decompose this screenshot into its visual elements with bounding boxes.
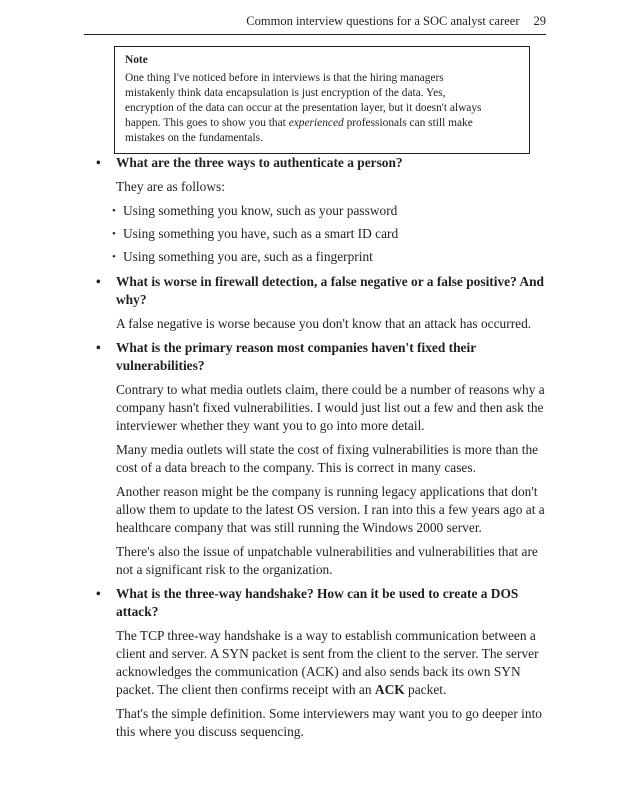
question-authenticate bbox=[96, 154, 556, 172]
note-line: encryption of the data can occur at the presentation layer, but it doesn't always bbox=[125, 102, 482, 114]
bullet-icon: • bbox=[96, 586, 101, 601]
bullet-icon: • bbox=[112, 205, 116, 217]
note-line: One thing I've noticed before in interviews is that the hiring managers bbox=[125, 72, 444, 84]
bullet-icon: • bbox=[96, 274, 101, 289]
note-line bbox=[125, 116, 519, 131]
note-title: Note bbox=[125, 54, 148, 66]
answer-text: The TCP three-way handshake is a way to establish communication between a client and server. A SYN packet is sent from the client to the server. The server acknowledges the communication (ACK) and also sends back its own SYN packet. The client then confirms receipt with an bbox=[116, 628, 539, 697]
question-text: What is worse in firewall detection, a false negative or a false positive? And why? bbox=[116, 274, 544, 307]
note-line: mistakes on the fundamentals. bbox=[125, 132, 263, 144]
answer-paragraph: They are as follows: bbox=[116, 179, 225, 194]
bullet-icon: • bbox=[112, 228, 116, 240]
note-line: mistakenly think data encapsulation is just encryption of the data. Yes, bbox=[125, 87, 446, 99]
question-handshake bbox=[96, 585, 556, 621]
list-item-text: Using something you are, such as a fingerprint bbox=[123, 249, 373, 264]
bullet-icon: • bbox=[112, 251, 116, 263]
running-title: Common interview questions for a SOC analyst career bbox=[246, 14, 520, 28]
answer-text: packet. bbox=[404, 682, 447, 697]
answer-paragraph bbox=[96, 627, 556, 699]
answer-paragraph: Many media outlets will state the cost of fixing vulnerabilities is more than the cost of a data breach to the company. This is correct in many cases. bbox=[116, 442, 539, 475]
question-vulnerabilities bbox=[96, 339, 556, 375]
answer-paragraph: There's also the issue of unpatchable vulnerabilities and vulnerabilities that are not a significant risk to the organization. bbox=[116, 544, 538, 577]
answer-paragraph: That's the simple definition. Some interviewers may want you to go deeper into this where you discuss sequencing. bbox=[116, 706, 542, 739]
header-rule bbox=[84, 34, 546, 35]
page-number: 29 bbox=[533, 14, 546, 28]
qa-section bbox=[96, 154, 556, 747]
note-box bbox=[114, 46, 530, 154]
answer-bold-term: ACK bbox=[374, 682, 405, 697]
list-item bbox=[96, 202, 556, 220]
note-text: happen. This goes to show you that bbox=[125, 117, 289, 129]
answer-paragraph: A false negative is worse because you don't know that an attack has occurred. bbox=[116, 316, 532, 331]
note-emphasis: experienced bbox=[288, 117, 344, 129]
question-text: What is the primary reason most companies haven't fixed their vulnerabilities? bbox=[116, 340, 476, 373]
list-item bbox=[96, 248, 556, 266]
list-item-text: Using something you know, such as your password bbox=[123, 203, 398, 218]
answer-paragraph: Contrary to what media outlets claim, there could be a number of reasons why a company hasn't fixed vulnerabilities. I would just list out a few and then ask the interviewer whether they want you to go into more detail. bbox=[116, 382, 545, 433]
question-firewall bbox=[96, 273, 556, 309]
answer-paragraph: Another reason might be the company is running legacy applications that don't allow them to update to the latest OS version. I ran into this a few years ago at a healthcare company that was still running the Windows 2000 server. bbox=[116, 484, 545, 535]
list-item-text: Using something you have, such as a smart ID card bbox=[123, 226, 399, 241]
running-header bbox=[84, 14, 546, 29]
question-text: What is the three-way handshake? How can it be used to create a DOS attack? bbox=[116, 586, 519, 619]
note-text: professionals can still make bbox=[343, 117, 473, 129]
bullet-icon: • bbox=[96, 155, 101, 170]
list-item bbox=[96, 225, 556, 243]
question-text: What are the three ways to authenticate a person? bbox=[116, 155, 403, 170]
bullet-icon: • bbox=[96, 340, 101, 355]
